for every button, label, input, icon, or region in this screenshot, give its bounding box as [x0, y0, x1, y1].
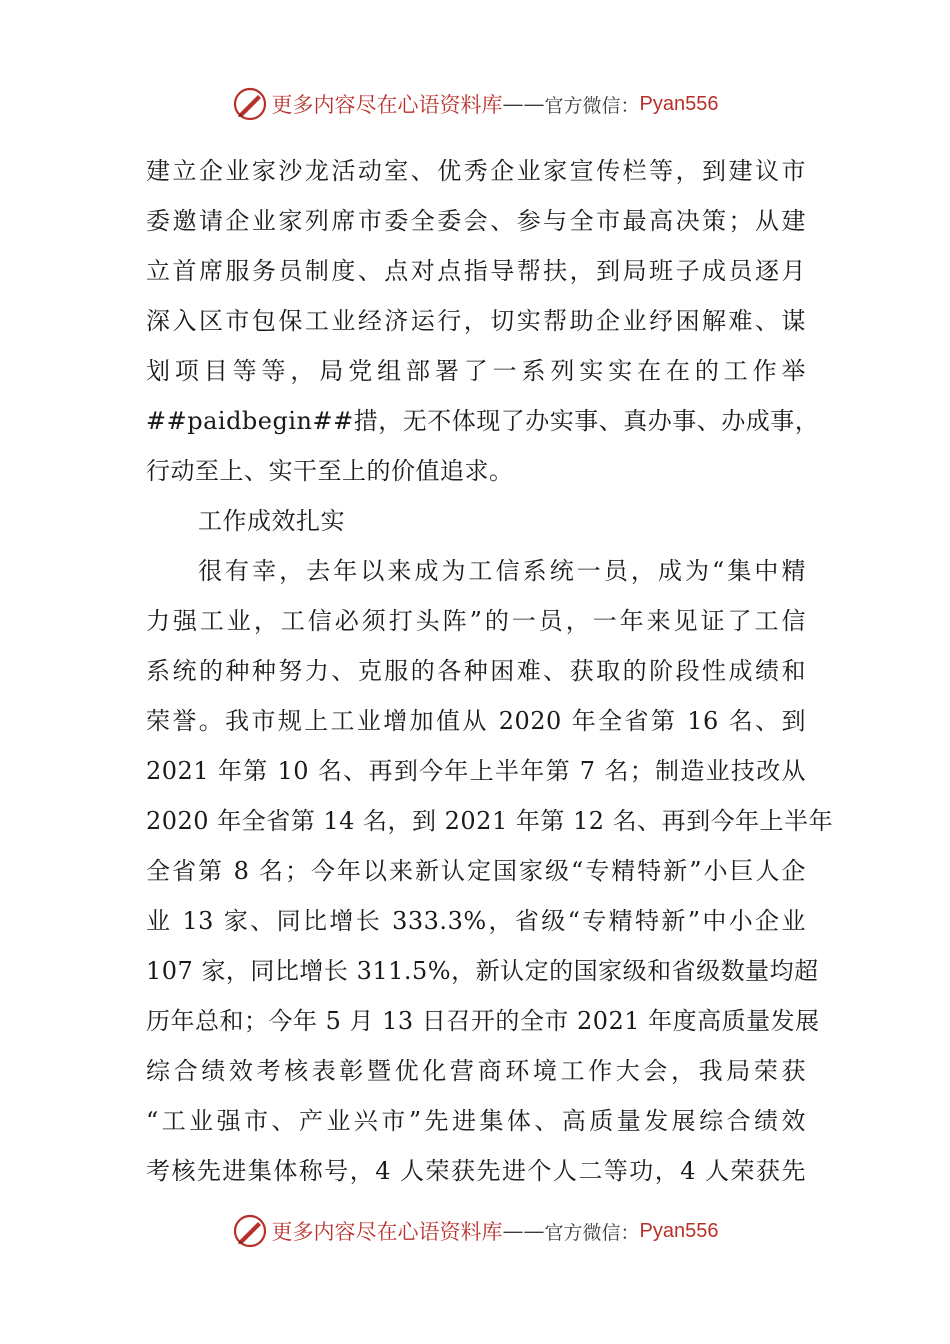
text-line: 建立企业家沙龙活动室、优秀企业家宣传栏等，到建议市 [146, 157, 806, 185]
text-line: 很有幸，去年以来成为工信系统一员，成为“集中精 [198, 557, 806, 585]
text-line: 考核先进集体称号，4 人荣获先进个人二等功，4 人荣获先 [146, 1157, 806, 1185]
text-line: 107 家，同比增长 311.5%，新认定的国家级和省级数量均超 [146, 957, 819, 985]
header-banner [0, 84, 950, 124]
paragraph [146, 546, 834, 1196]
footer-banner [0, 1211, 950, 1251]
text-line: 荣誉。我市规上工业增加值从 2020 年全省第 16 名、到 [146, 707, 806, 735]
text-line: “工业强市、产业兴市”先进集体、高质量发展综合绩效 [146, 1107, 806, 1135]
pen-circle-logo-icon [232, 1213, 268, 1249]
text-line: 行动至上、实干至上的价值追求。 [146, 457, 514, 485]
banner-wechat-id: Pyan556 [639, 1219, 719, 1242]
text-line: 划项目等等，局党组部署了一系列实实在在的工作举 [146, 357, 806, 385]
text-line: 委邀请企业家列席市委全委会、参与全市最高决策；从建 [146, 207, 806, 235]
text-line: 力强工业，工信必须打头阵”的一员，一年来见证了工信 [146, 607, 806, 635]
text-line: ##paidbegin##措，无不体现了办实事、真办事、办成事， [146, 407, 820, 435]
text-line: 全省第 8 名；今年以来新认定国家级“专精特新”小巨人企 [146, 857, 806, 885]
section-heading: 工作成效扎实 [198, 507, 345, 535]
text-line: 2020 年全省第 14 名，到 2021 年第 12 名、再到今年上半年 [146, 807, 834, 835]
text-line: 综合绩效考核表彰暨优化营商环境工作大会，我局荣获 [146, 1057, 806, 1085]
text-line: 2021 年第 10 名、再到今年上半年第 7 名；制造业技改从 [146, 757, 806, 785]
banner-separator: —— [502, 1219, 545, 1243]
text-line: 系统的种种努力、克服的各种困难、获取的阶段性成绩和 [146, 657, 806, 685]
banner-separator: —— [502, 92, 545, 116]
banner-site-name: 更多内容尽在心语资料库 [271, 93, 503, 117]
document-body [146, 146, 834, 1196]
banner-wechat-id: Pyan556 [639, 92, 719, 115]
text-line: 历年总和；今年 5 月 13 日召开的全市 2021 年度高质量发展 [146, 1007, 820, 1035]
text-line: 深入区市包保工业经济运行，切实帮助企业纾困解难、谋 [146, 307, 806, 335]
text-line: 业 13 家、同比增长 333.3%，省级“专精特新”中小企业 [146, 907, 806, 935]
paragraph [146, 146, 820, 496]
banner-wechat-label: 官方微信： [544, 1221, 640, 1244]
banner-wechat-label: 官方微信： [544, 94, 640, 117]
pen-circle-logo-icon [232, 86, 268, 122]
text-line: 立首席服务员制度、点对点指导帮扶，到局班子成员逐月 [146, 257, 806, 285]
banner-site-name: 更多内容尽在心语资料库 [271, 1220, 503, 1244]
